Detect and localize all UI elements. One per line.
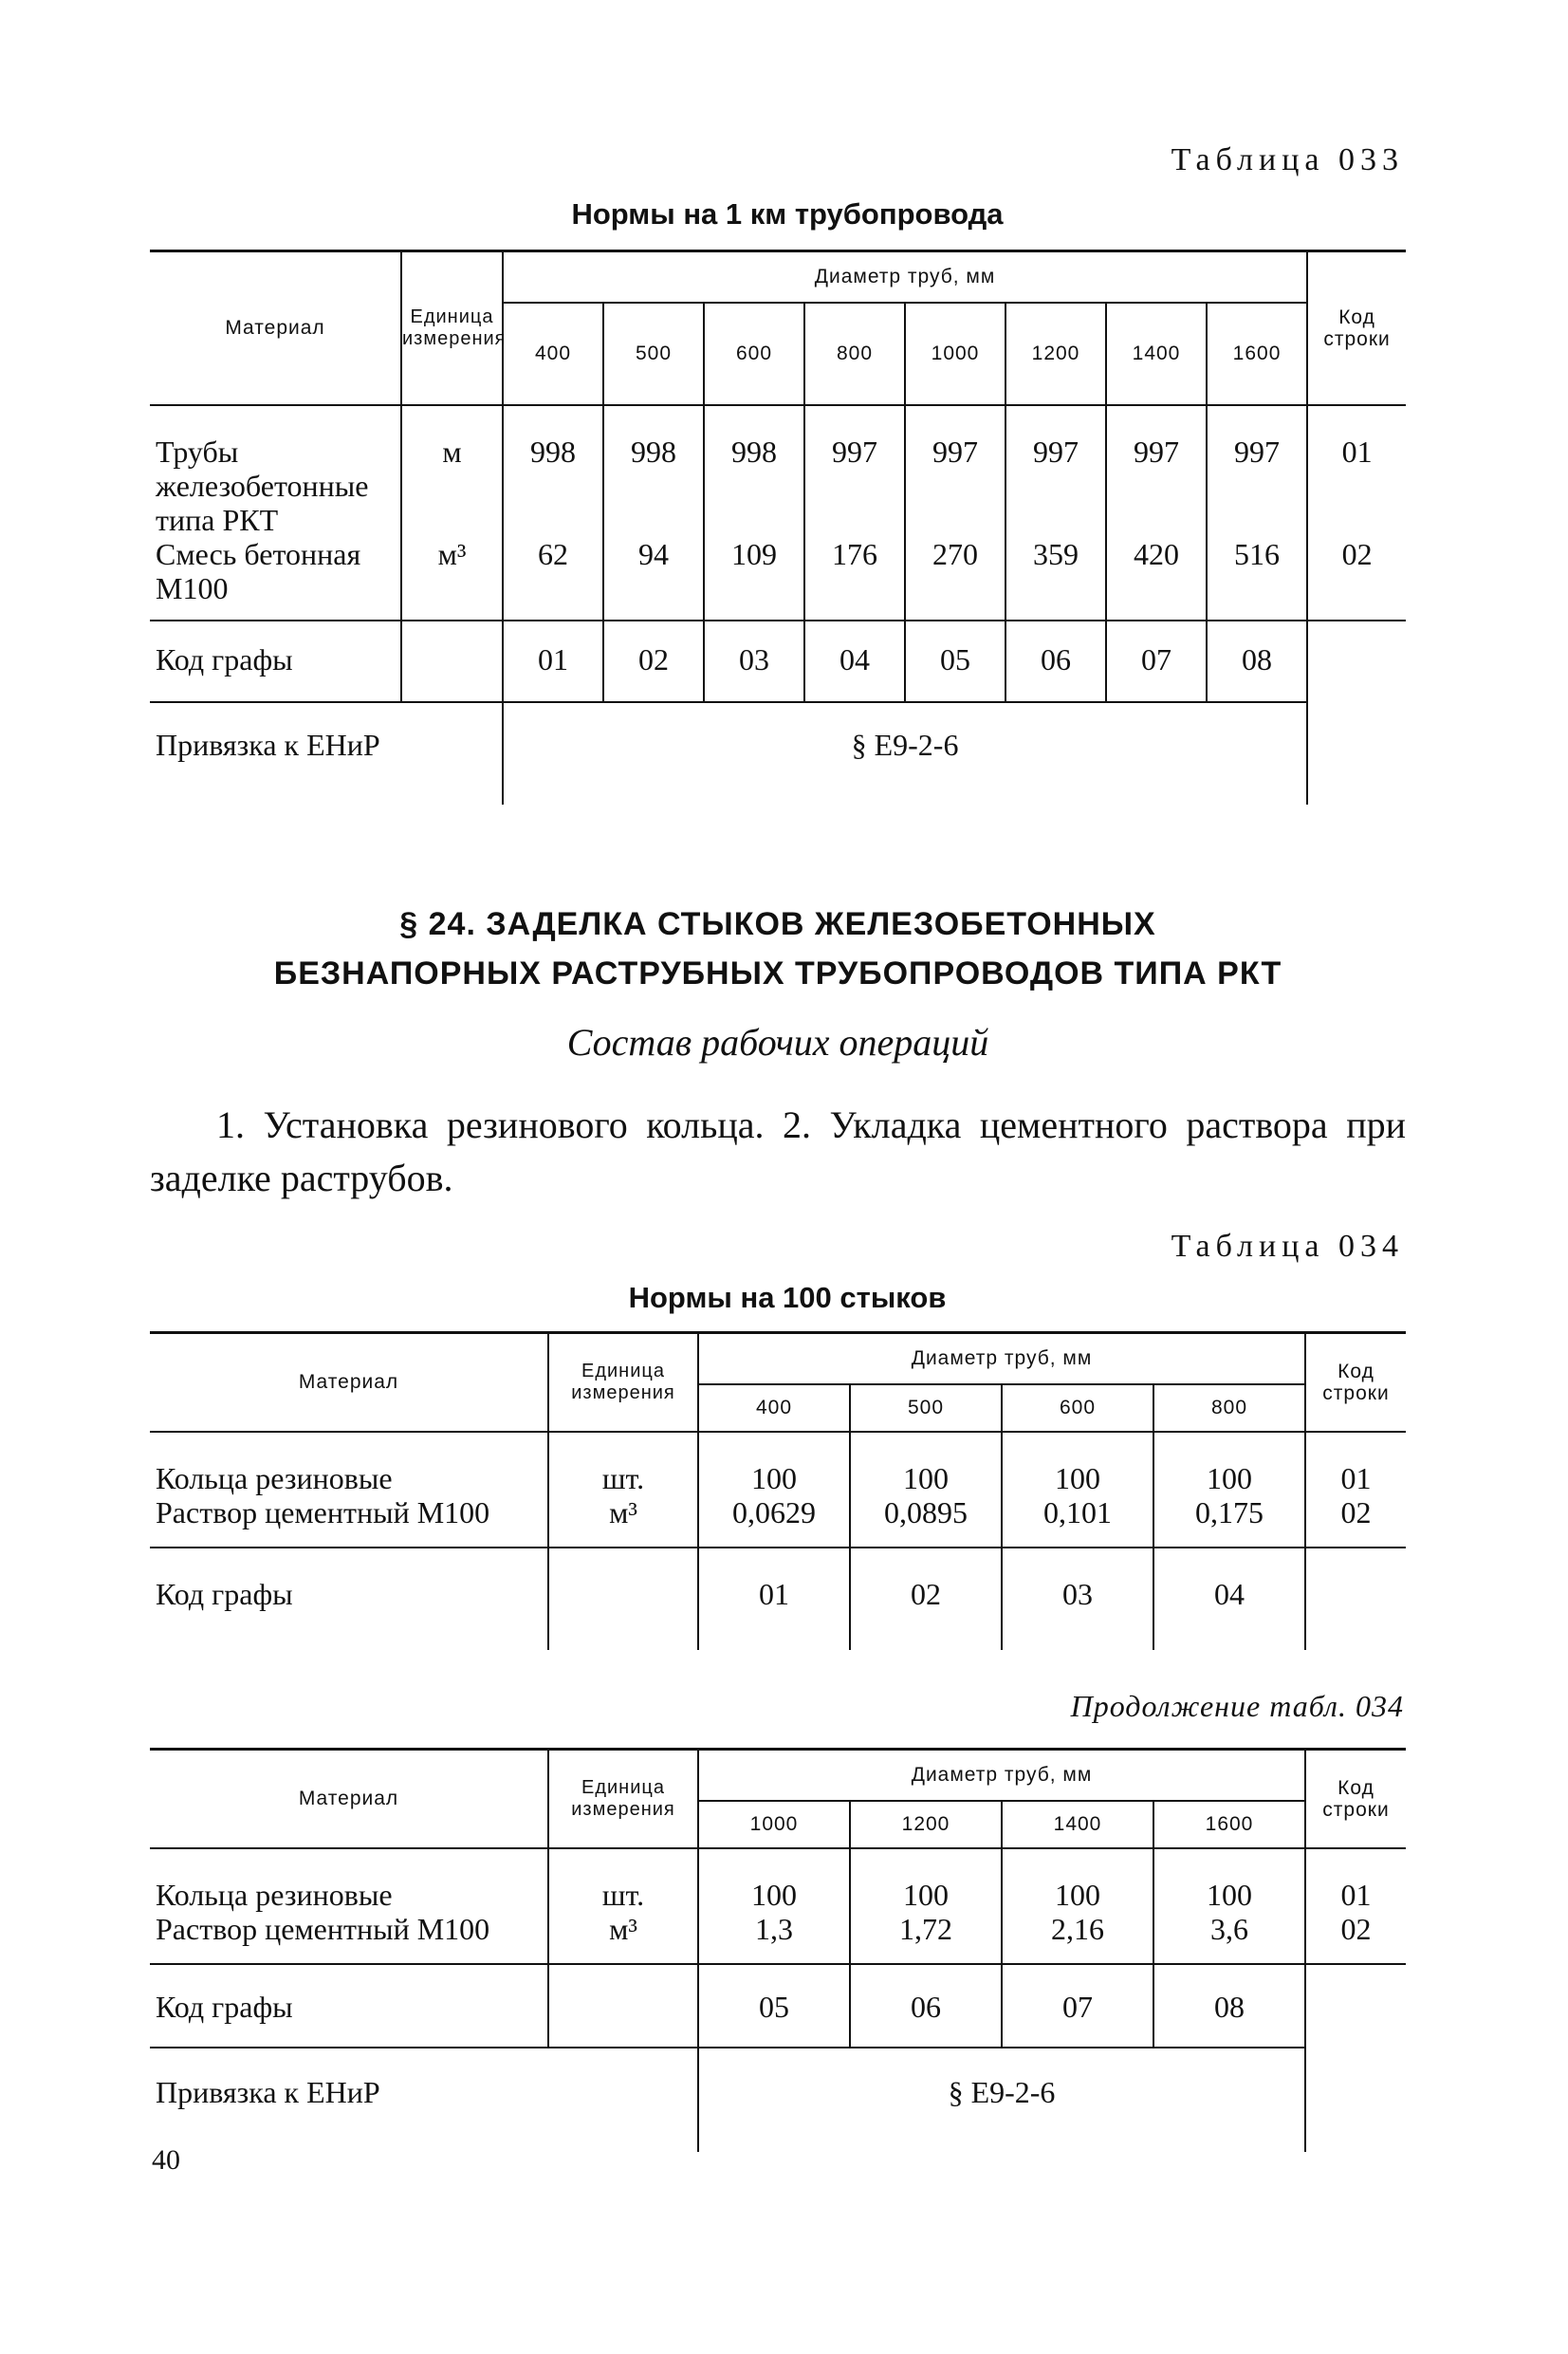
table-row-material: [150, 1848, 548, 1964]
table-cell: [850, 1848, 1002, 1964]
diameter-header: 400: [503, 303, 603, 405]
col-row-code: Код строки: [1305, 1333, 1406, 1432]
unit: м³: [609, 1494, 637, 1529]
col-unit: Единица измерения: [548, 1333, 698, 1432]
col-material: Материал: [150, 1333, 548, 1432]
table-033-label: Таблица 033: [1171, 142, 1404, 177]
diameter-header: 1200: [1005, 303, 1106, 405]
binding-value: § Е9-2-6: [503, 702, 1307, 805]
graph-code: 07: [1002, 1964, 1153, 2048]
diameter-header: 800: [804, 303, 905, 405]
table-row-unit: [548, 1432, 698, 1548]
unit: шт.: [601, 1460, 645, 1495]
section-subheading: Состав рабочих операций: [566, 1021, 989, 1064]
graph-code: 05: [905, 621, 1005, 702]
cell-value: 2,16: [1051, 1911, 1104, 1946]
table-cell: 997: [1106, 405, 1207, 537]
table-row-material: Смесь бетонная М100: [150, 537, 401, 621]
col-diameter: Диаметр труб, мм: [698, 1333, 1305, 1384]
col-unit: Единица измерения: [401, 251, 503, 405]
graph-code: 03: [704, 621, 804, 702]
section-paragraph: 1. Установка резинового кольца. 2. Укладка цементного раствора при заделке раструбов.: [150, 1103, 1406, 1199]
section-heading-line: БЕЗНАПОРНЫХ РАСТРУБНЫХ ТРУБОПРОВОДОВ ТИПА РКТ: [273, 955, 1282, 992]
cell-value: 100: [903, 1460, 949, 1495]
diameter-header: 400: [698, 1384, 850, 1432]
table-cell: 516: [1207, 537, 1307, 621]
cell-value: 100: [751, 1460, 797, 1495]
col-material: Материал: [150, 251, 401, 405]
cell-value: 0,101: [1043, 1494, 1112, 1529]
graph-code: 06: [850, 1964, 1002, 2048]
table-row-material: Трубы железобетонные типа РКТ: [150, 405, 401, 537]
diameter-header: 1000: [698, 1801, 850, 1848]
row-code: 01: [1340, 1460, 1372, 1495]
table-cell: [1153, 1432, 1305, 1548]
table-cell: [698, 1432, 850, 1548]
unit: м³: [609, 1911, 637, 1946]
cell-value: 1,3: [755, 1911, 793, 1946]
section-heading-line: § 24. ЗАДЕЛКА СТЫКОВ ЖЕЛЕЗОБЕТОННЫХ: [399, 906, 1156, 942]
table-034-label: Таблица 034: [1171, 1229, 1404, 1264]
diameter-header: 1000: [905, 303, 1005, 405]
table-cell: [698, 1848, 850, 1964]
page-number: 40: [152, 2144, 180, 2176]
table-cell: [1002, 1848, 1153, 1964]
diameter-header: 500: [603, 303, 704, 405]
diameter-header: 800: [1153, 1384, 1305, 1432]
diameter-header: 500: [850, 1384, 1002, 1432]
table-cell: 998: [704, 405, 804, 537]
material-name: Раствор цементный М100: [156, 1494, 490, 1529]
table-cell: 997: [905, 405, 1005, 537]
table-row-code: 02: [1307, 537, 1406, 621]
table-cell: [1002, 1432, 1153, 1548]
diameter-header: 1600: [1153, 1801, 1305, 1848]
graph-code: 01: [698, 1548, 850, 1650]
table-cell: 997: [804, 405, 905, 537]
graph-code: 02: [603, 621, 704, 702]
cell-value: 0,0895: [884, 1494, 968, 1529]
graph-code: 03: [1002, 1548, 1153, 1650]
graph-code: 08: [1207, 621, 1307, 702]
table-row-material: [150, 1432, 548, 1548]
table-row-code: 01: [1341, 434, 1373, 469]
diameter-header: 1600: [1207, 303, 1307, 405]
table-034-continuation-label: Продолжение табл. 034: [1070, 1689, 1404, 1723]
table-row-unit: [548, 1848, 698, 1964]
graph-code: 07: [1106, 621, 1207, 702]
table-cell: 420: [1106, 537, 1207, 621]
table-cell: 998: [603, 405, 704, 537]
graph-code: 04: [1153, 1548, 1305, 1650]
table-cell: 94: [603, 537, 704, 621]
table-row-unit: м³: [401, 537, 503, 621]
cell-value: 100: [751, 1877, 797, 1912]
graph-code: 01: [503, 621, 603, 702]
binding-label: Привязка к ЕНиР: [150, 702, 503, 805]
table-033-title: Нормы на 1 км трубопровода: [571, 197, 1004, 231]
col-unit: Единица измерения: [548, 1750, 698, 1848]
binding-value: § Е9-2-6: [698, 2048, 1305, 2152]
table-row-code: [1305, 1848, 1406, 1964]
table-cell: [1153, 1848, 1305, 1964]
row-code: 01: [1340, 1877, 1372, 1912]
diameter-header: 1400: [1002, 1801, 1153, 1848]
binding-label: Привязка к ЕНиР: [150, 2048, 698, 2152]
table-034: [150, 1331, 1406, 1650]
table-row-code: [1305, 1432, 1406, 1548]
col-diameter: Диаметр труб, мм: [698, 1750, 1305, 1801]
row-code: 02: [1340, 1911, 1372, 1946]
table-cell: 62: [503, 537, 603, 621]
diameter-header: 600: [1002, 1384, 1153, 1432]
table-033: [150, 250, 1406, 805]
graph-code: 04: [804, 621, 905, 702]
col-material: Материал: [150, 1750, 548, 1848]
col-row-code: Код строки: [1307, 251, 1406, 405]
diameter-header: 1400: [1106, 303, 1207, 405]
diameter-header: 600: [704, 303, 804, 405]
graph-code-label: Код графы: [150, 621, 401, 702]
cell-value: 0,0629: [732, 1494, 816, 1529]
cell-value: 100: [1207, 1460, 1252, 1495]
graph-code: 02: [850, 1548, 1002, 1650]
row-code: 02: [1340, 1494, 1372, 1529]
graph-code: 08: [1153, 1964, 1305, 2048]
cell-value: 100: [1055, 1460, 1100, 1495]
cell-value: 100: [903, 1877, 949, 1912]
cell-value: 0,175: [1195, 1494, 1264, 1529]
cell-value: 100: [1055, 1877, 1100, 1912]
material-name: Кольца резиновые: [156, 1460, 393, 1495]
graph-code-label: Код графы: [150, 1548, 548, 1650]
table-034-title: Нормы на 100 стыков: [628, 1281, 947, 1314]
graph-code: 05: [698, 1964, 850, 2048]
cell-value: 100: [1207, 1877, 1252, 1912]
graph-code: 06: [1005, 621, 1106, 702]
cell-value: 3,6: [1210, 1911, 1248, 1946]
cell-value: 1,72: [899, 1911, 952, 1946]
diameter-header: 1200: [850, 1801, 1002, 1848]
graph-code-label: Код графы: [150, 1964, 548, 2048]
table-cell: 997: [1207, 405, 1307, 537]
table-034-continuation: [150, 1748, 1406, 2152]
material-name: Раствор цементный М100: [156, 1911, 490, 1946]
table-cell: 998: [503, 405, 603, 537]
section-heading: [150, 899, 1406, 998]
table-cell: 359: [1005, 537, 1106, 621]
table-cell: [850, 1432, 1002, 1548]
table-row-unit: м: [401, 405, 503, 537]
table-cell: 176: [804, 537, 905, 621]
material-name: Кольца резиновые: [156, 1877, 393, 1912]
col-diameter: Диаметр труб, мм: [503, 251, 1307, 303]
unit: шт.: [601, 1877, 645, 1912]
table-cell: 270: [905, 537, 1005, 621]
col-row-code: Код строки: [1305, 1750, 1406, 1848]
table-cell: 997: [1005, 405, 1106, 537]
table-cell: 109: [704, 537, 804, 621]
